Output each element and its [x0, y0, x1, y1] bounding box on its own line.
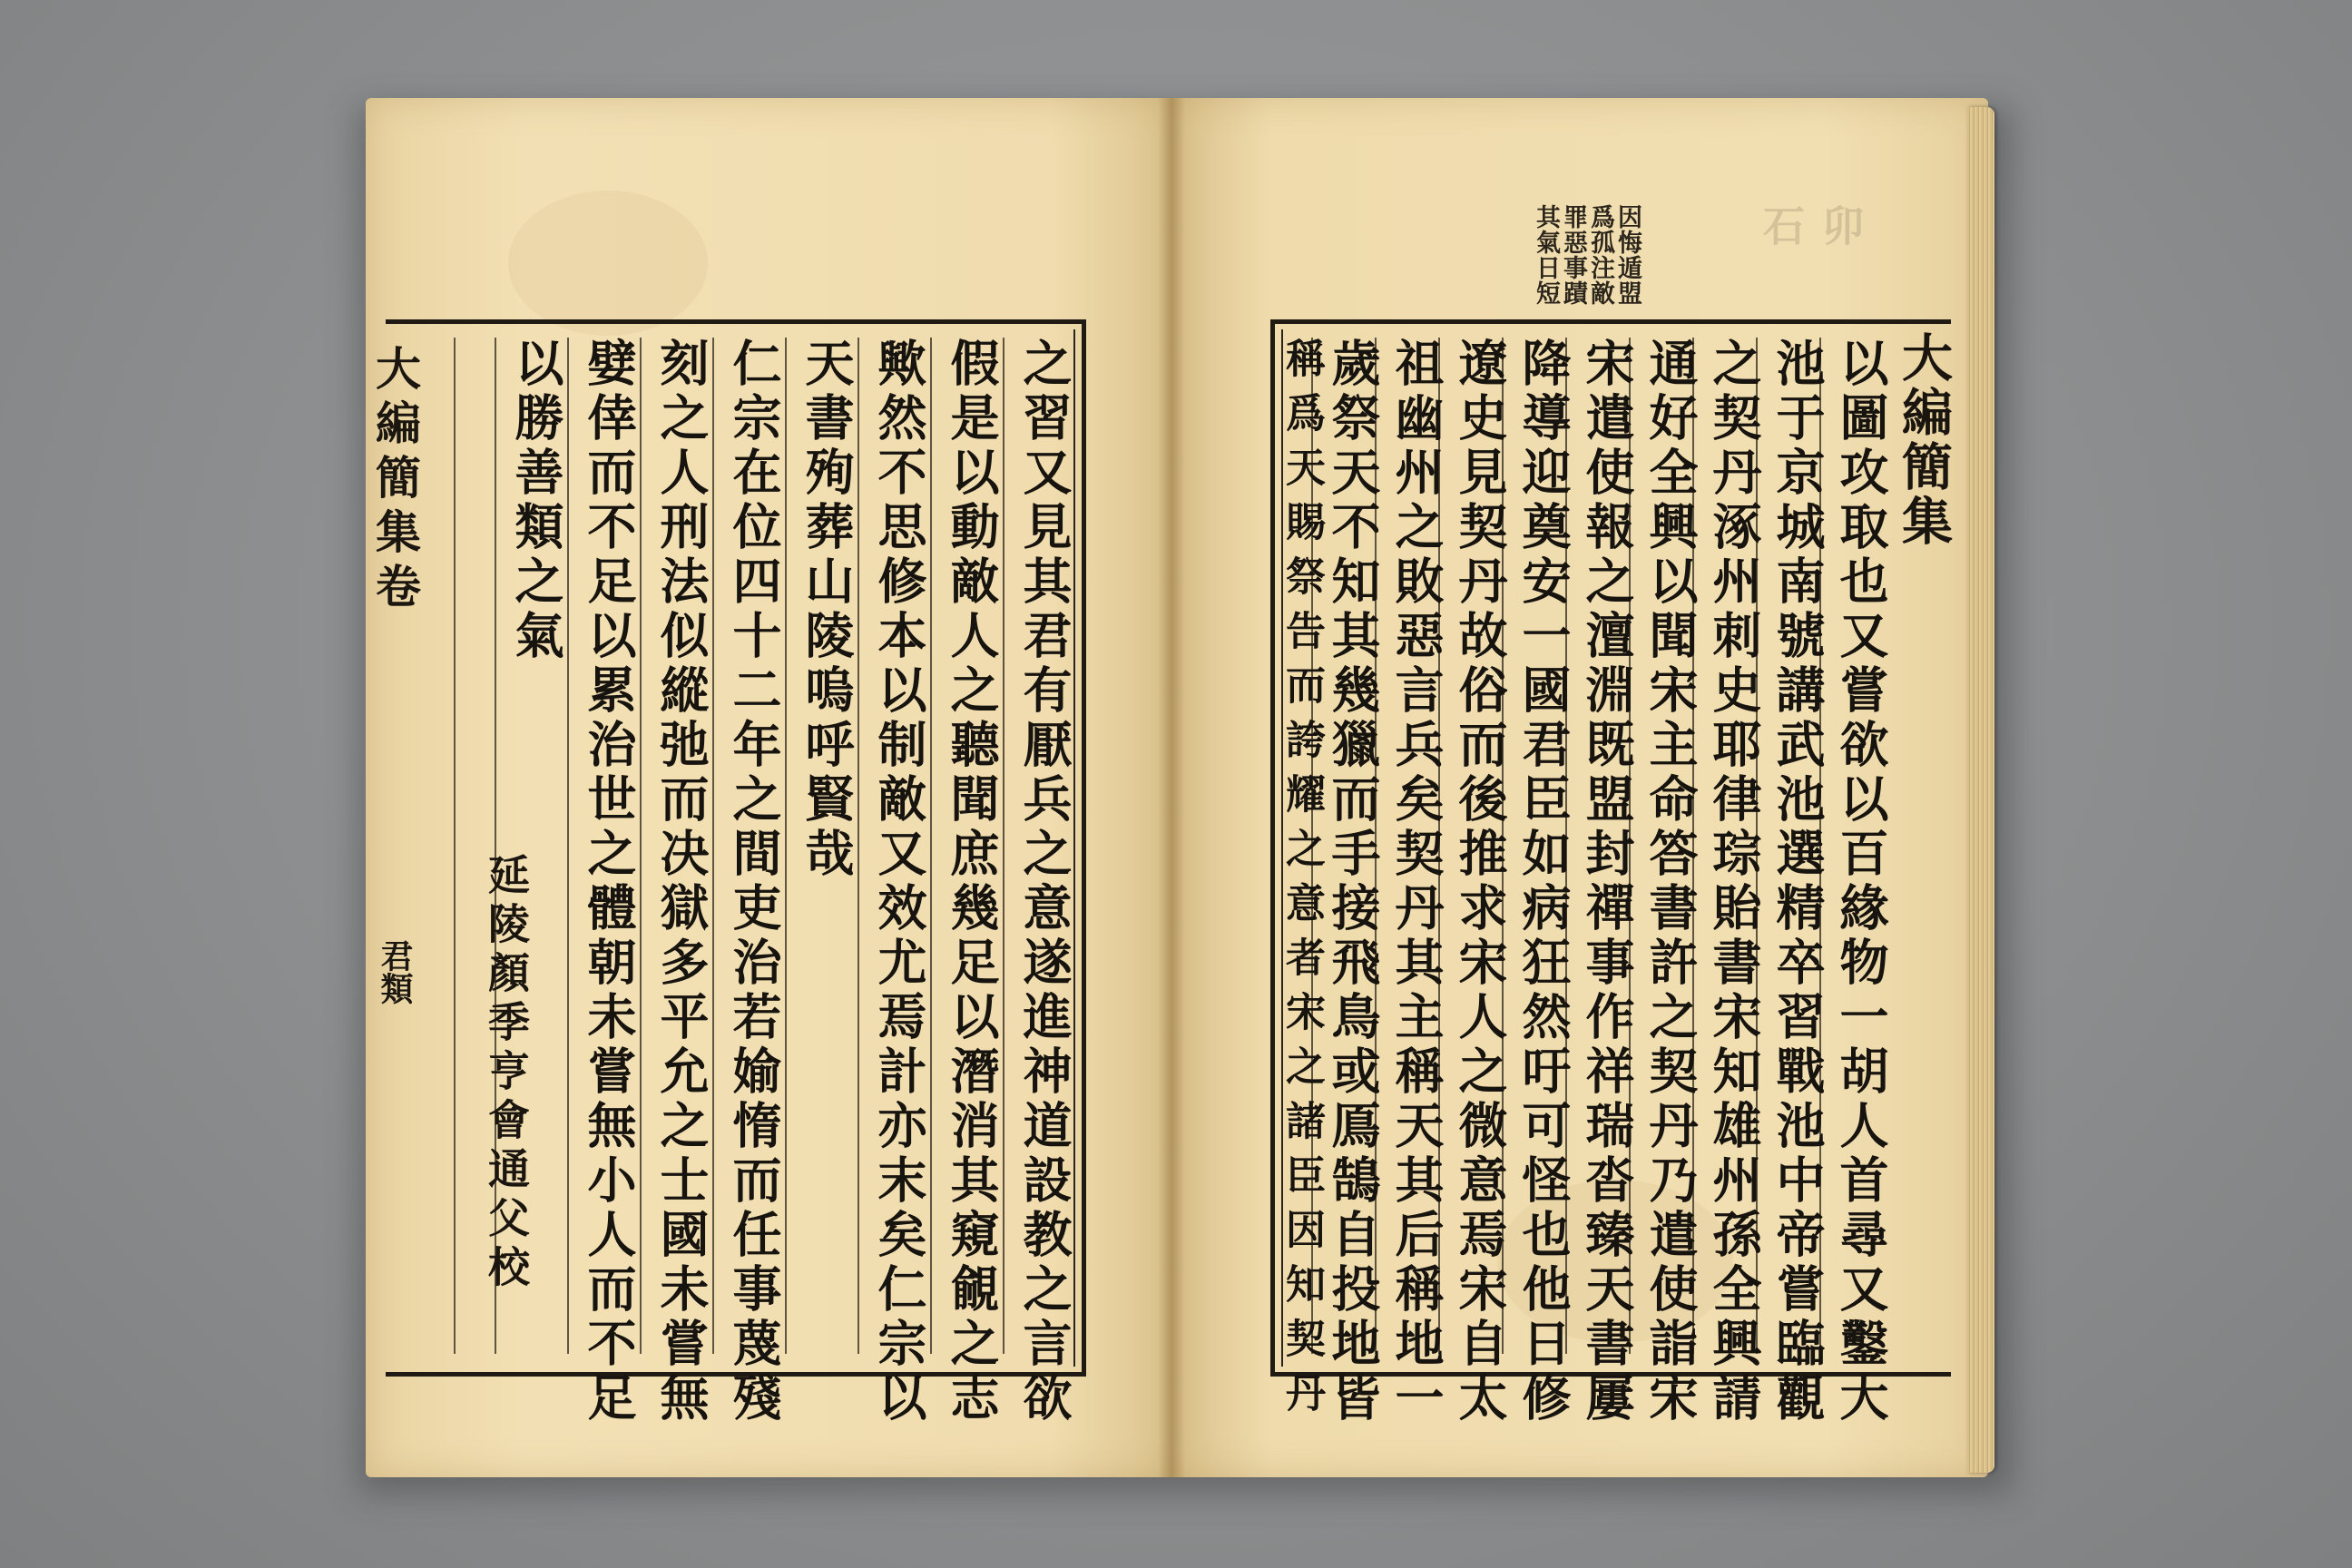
text-column: 歟然不思修本以制敵又效尤焉計亦末矣仁宗以 [870, 338, 928, 1426]
text-column: 刻之人刑法似縱弛而决獄多平允之士國未嘗無 [652, 338, 710, 1426]
bleed-through-text: 卯 [1816, 204, 1865, 246]
text-column: 遼史見契丹故俗而後推求宋人之微意焉宋自太 [1451, 338, 1509, 1426]
text-column: 天書殉葬山陵嗚呼賢哉 [798, 338, 856, 882]
column-rule [785, 338, 787, 1354]
column-rule [567, 338, 569, 1354]
margin-title: 大編簡集卷 [368, 345, 422, 617]
text-column: 通好全興以聞宋主命答書許之契丹乃遣使詣宋 [1642, 338, 1700, 1426]
colophon: 延陵顏季亨會通父校 [482, 853, 531, 1294]
column-rule [640, 338, 642, 1354]
bleed-through-text: 石 [1757, 204, 1806, 246]
column-rule [454, 338, 456, 1354]
page-edges [1967, 107, 1994, 1473]
right-margin-header: 大編簡集 [1894, 331, 1954, 549]
text-column: 稱爲天賜祭告而誇耀之意者宋之諸臣因知契丹 [1279, 338, 1325, 1426]
annotation-column: 爲孤注敵 [1586, 204, 1614, 306]
column-rule [858, 338, 859, 1354]
text-column: 假是以動敵人之聽聞庶幾足以潛消其窺覦之志 [943, 338, 1001, 1426]
annotation-column: 罪惡事蹟 [1559, 204, 1587, 306]
text-column: 降導迎奠安一國君臣如病狂然吁可怪也他日修 [1514, 338, 1573, 1426]
text-column: 池于京城南號講武池選精卒習戰池中帝嘗臨觀 [1769, 338, 1827, 1426]
paper-stain [508, 191, 708, 336]
text-column: 歲祭天不知其幾獵而手接飛鳥或鳫鵠自投地皆 [1324, 338, 1382, 1426]
text-column: 嬖倖而不足以累治世之體朝未嘗無小人而不足 [580, 338, 638, 1426]
book-spine [1158, 98, 1185, 1477]
column-rule [1003, 338, 1004, 1354]
text-column: 之契丹涿州刺史耶律琮貽書宋知雄州孫全興請 [1705, 338, 1763, 1426]
text-column: 之習又見其君有厭兵之意遂進神道設教之言欲 [1015, 338, 1073, 1426]
margin-category: 君類 [376, 939, 414, 1004]
text-column: 祖幽州之敗惡言兵矣契丹其主稱天其后稱地一 [1387, 338, 1446, 1426]
text-column: 以勝善類之氣 [507, 338, 565, 664]
column-rule [930, 338, 932, 1354]
text-column: 以圖攻取也又嘗欲以百緣物一胡人首尋又鑿大 [1832, 338, 1890, 1426]
text-column: 宋遣使報之澶淵既盟封禪事作祥瑞沓臻天書屢 [1578, 338, 1636, 1426]
text-column: 仁宗在位四十二年之間吏治若媮惰而任事蔑殘 [725, 338, 783, 1426]
annotation-column: 其氣日短 [1532, 204, 1560, 306]
annotation-column: 因悔遁盟 [1613, 204, 1642, 306]
column-rule [712, 338, 714, 1354]
